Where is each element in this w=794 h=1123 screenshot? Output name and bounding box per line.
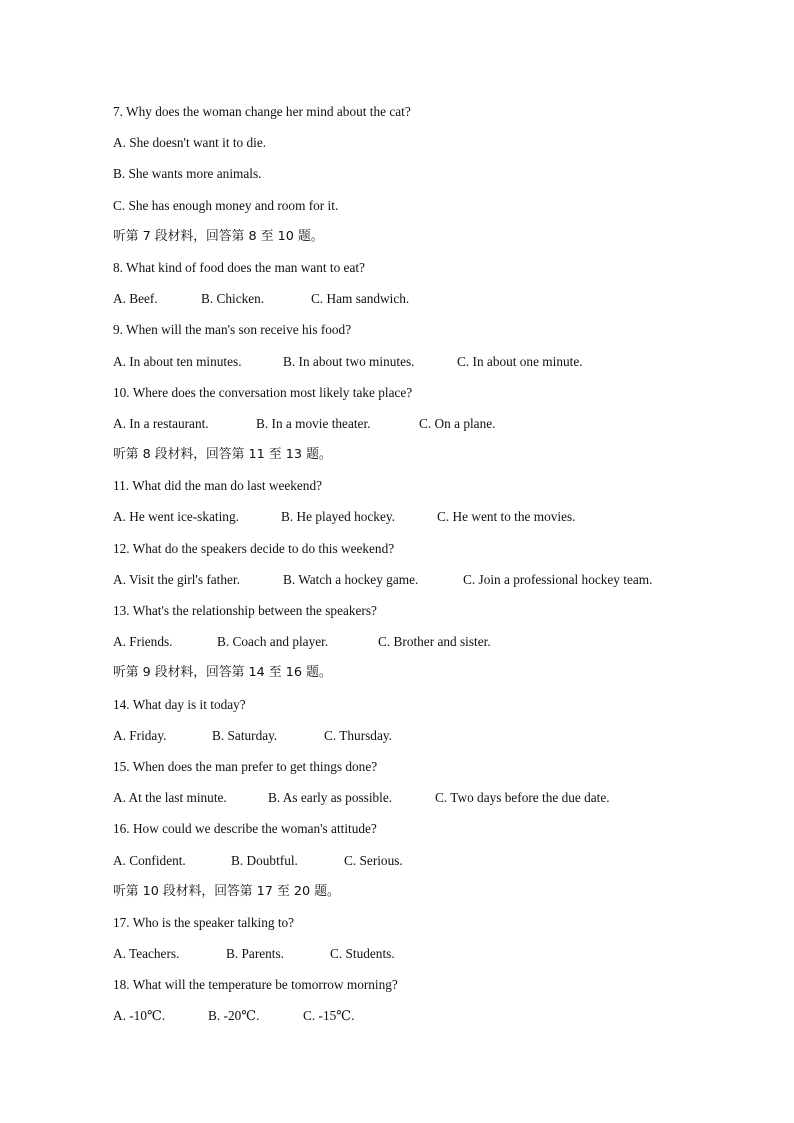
section-heading-9: 听第 9 段材料，回答第 14 至 16 题。 xyxy=(113,665,332,681)
question-16-options xyxy=(113,850,713,881)
question-13-options xyxy=(113,631,713,662)
question-10: 10. Where does the conversation most likely take place? xyxy=(113,384,413,400)
question-13-option-c: C. Brother and sister. xyxy=(378,634,491,650)
question-9-option-b: B. In about two minutes. xyxy=(283,353,415,369)
question-18-option-a: A. -10℃. xyxy=(113,1008,166,1024)
question-11: 11. What did the man do last weekend? xyxy=(113,478,322,494)
question-9-option-c: C. In about one minute. xyxy=(457,353,583,369)
question-11-option-a: A. He went ice-skating. xyxy=(113,509,239,525)
question-17-option-a: A. Teachers. xyxy=(113,946,180,962)
question-18-option-b: B. -20℃. xyxy=(208,1008,260,1024)
question-8-option-b: B. Chicken. xyxy=(201,291,265,307)
question-17-options xyxy=(113,943,713,974)
question-16-option-b: B. Doubtful. xyxy=(231,852,298,868)
question-11-option-c: C. He went to the movies. xyxy=(437,509,576,525)
question-15-options xyxy=(113,787,713,818)
question-7-option-c: C. She has enough money and room for it. xyxy=(113,197,339,213)
question-7-option-a: A. She doesn't want it to die. xyxy=(113,135,267,151)
question-10-option-a: A. In a restaurant. xyxy=(113,415,209,431)
question-8-option-a: A. Beef. xyxy=(113,291,158,307)
question-18-options xyxy=(113,1005,713,1036)
question-11-option-b: B. He played hockey. xyxy=(281,509,395,525)
question-17-option-c: C. Students. xyxy=(330,946,395,962)
question-18-option-c: C. -15℃. xyxy=(303,1008,355,1024)
question-12-option-c: C. Join a professional hockey team. xyxy=(463,571,653,587)
question-12-options xyxy=(113,569,713,600)
question-16-option-c: C. Serious. xyxy=(344,852,403,868)
question-11-options xyxy=(113,506,713,537)
section-heading-10: 听第 10 段材料，回答第 17 至 20 题。 xyxy=(113,883,340,899)
question-7-option-b: B. She wants more animals. xyxy=(113,166,262,182)
question-12-option-a: A. Visit the girl's father. xyxy=(113,571,240,587)
question-14-options xyxy=(113,725,713,756)
question-17: 17. Who is the speaker talking to? xyxy=(113,914,295,930)
question-9-option-a: A. In about ten minutes. xyxy=(113,353,242,369)
section-heading-7: 听第 7 段材料，回答第 8 至 10 题。 xyxy=(113,228,324,244)
question-10-option-c: C. On a plane. xyxy=(419,415,496,431)
question-13-option-a: A. Friends. xyxy=(113,634,173,650)
question-8-options xyxy=(113,288,713,319)
question-14-option-c: C. Thursday. xyxy=(324,727,392,743)
question-16: 16. How could we describe the woman's attitude? xyxy=(113,821,377,837)
question-13-option-b: B. Coach and player. xyxy=(217,634,329,650)
question-16-option-a: A. Confident. xyxy=(113,852,186,868)
question-8: 8. What kind of food does the man want to eat? xyxy=(113,259,365,275)
question-15-option-b: B. As early as possible. xyxy=(268,790,393,806)
question-14-option-b: B. Saturday. xyxy=(212,727,278,743)
exam-page xyxy=(113,101,713,1037)
question-9-options xyxy=(113,351,713,382)
question-18: 18. What will the temperature be tomorrow morning? xyxy=(113,977,398,993)
question-12-option-b: B. Watch a hockey game. xyxy=(283,571,419,587)
question-8-option-c: C. Ham sandwich. xyxy=(311,291,410,307)
question-10-options xyxy=(113,413,713,444)
question-9: 9. When will the man's son receive his food? xyxy=(113,322,352,338)
question-13: 13. What's the relationship between the speakers? xyxy=(113,603,377,618)
section-heading-8: 听第 8 段材料，回答第 11 至 13 题。 xyxy=(113,447,332,463)
question-14-option-a: A. Friday. xyxy=(113,727,167,743)
question-10-option-b: B. In a movie theater. xyxy=(256,415,371,431)
question-15-option-c: C. Two days before the due date. xyxy=(435,790,610,806)
question-15: 15. When does the man prefer to get things done? xyxy=(113,758,378,774)
question-7: 7. Why does the woman change her mind about the cat? xyxy=(113,104,411,119)
question-17-option-b: B. Parents. xyxy=(226,946,284,962)
question-15-option-a: A. At the last minute. xyxy=(113,790,227,806)
question-14: 14. What day is it today? xyxy=(113,696,246,712)
question-12: 12. What do the speakers decide to do this weekend? xyxy=(113,540,395,556)
